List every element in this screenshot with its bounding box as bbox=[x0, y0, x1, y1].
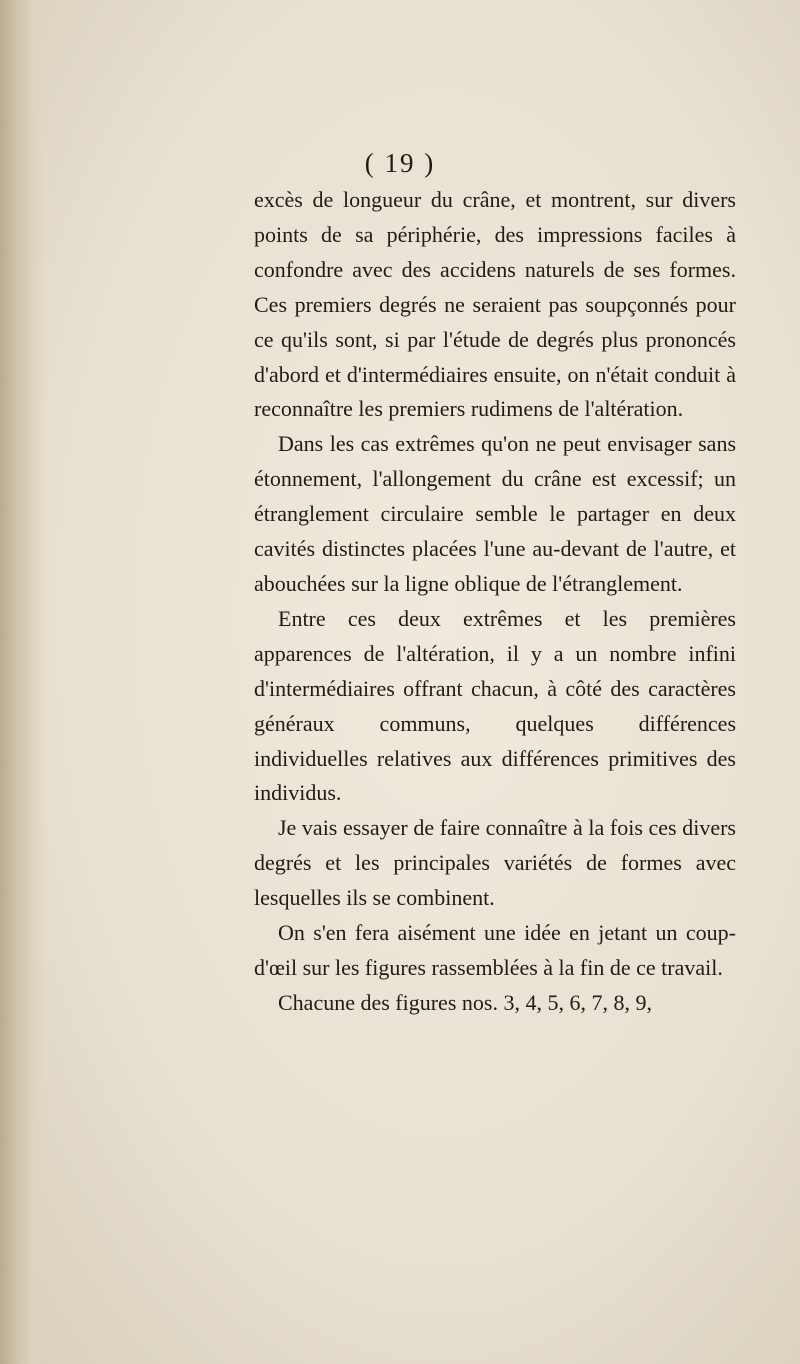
paragraph-6: Chacune des figures nos. 3, 4, 5, 6, 7, 8, 9, bbox=[278, 989, 652, 1015]
body-text bbox=[254, 183, 736, 1021]
paragraph-1: excès de longueur du crâne, et montrent, sur divers points de sa périphérie, des impressions faciles à confondre avec des accidens naturels de ses formes. Ces premiers degrés ne seraient pas soupçonnés pour ce qu'ils sont, si par l'étude de degrés plus prononcés d'abord et d'intermédiaires ensuite, on n'était conduit à reconnaître les premiers rudimens de l'altération. bbox=[254, 187, 736, 422]
paragraph-2: Dans les cas extrêmes qu'on ne peut envisager sans étonnement, l'allongement du crâne est excessif; un étranglement circulaire semble le partager en deux cavités distinctes placées l'une au-devant de l'autre, et abouchées sur la ligne oblique de l'étranglement. bbox=[254, 431, 736, 596]
page-number: ( 19 ) bbox=[364, 148, 436, 178]
paragraph-4: Je vais essayer de faire connaître à la fois ces divers degrés et les principales variétés de formes avec lesquelles ils se combinent. bbox=[254, 815, 736, 911]
page-gutter-shadow bbox=[0, 0, 46, 1364]
paragraph-3: Entre ces deux extrêmes et les premières apparences de l'altération, il y a un nombre infini d'intermédiaires offrant chacun, à côté des caractères généraux communs, quelques différences individuelles relatives aux différences primitives des individus. bbox=[254, 605, 736, 806]
paragraph-5: On s'en fera aisément une idée en jetant un coup-d'œil sur les figures rassemblées à la fin de ce travail. bbox=[254, 920, 736, 980]
